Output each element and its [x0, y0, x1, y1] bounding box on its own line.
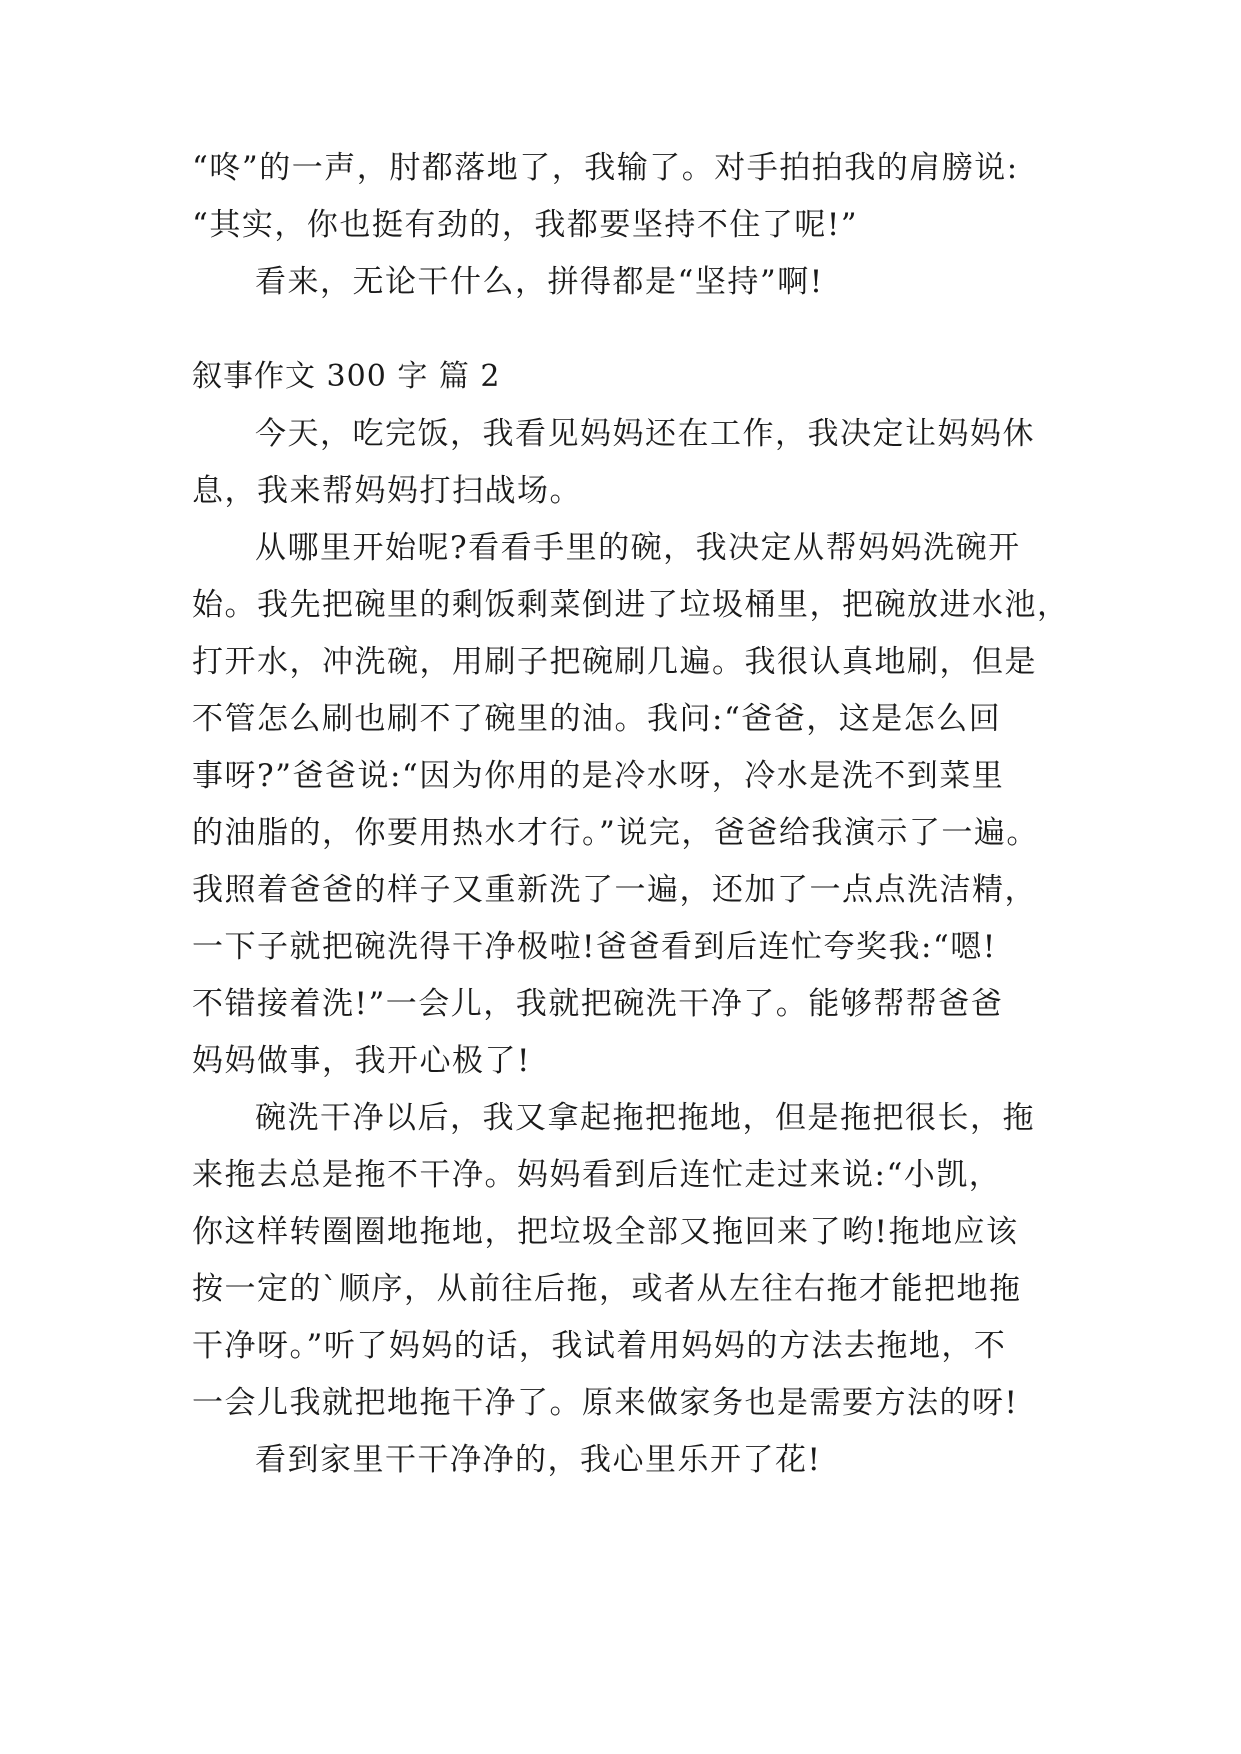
- paragraph-line: 你这样转圈圈地拖地，把垃圾全部又拖回来了哟!拖地应该: [192, 1214, 1019, 1250]
- paragraph-line: 看来，无论干什么，拼得都是“坚持”啊!: [255, 264, 824, 300]
- paragraph-line: 妈妈做事，我开心极了!: [192, 1043, 531, 1079]
- paragraph-line: 从哪里开始呢?看看手里的碗，我决定从帮妈妈洗碗开: [255, 530, 1021, 566]
- paragraph-line: 息，我来帮妈妈打扫战场。: [192, 473, 582, 509]
- paragraph-line: 今天，吃完饭，我看见妈妈还在工作，我决定让妈妈休: [255, 416, 1035, 452]
- paragraph-line: 干净呀。”听了妈妈的话，我试着用妈妈的方法去拖地，不: [192, 1328, 1007, 1364]
- paragraph-line: 一下子就把碗洗得干净极啦!爸爸看到后连忙夸奖我:“嗯!: [192, 929, 997, 965]
- paragraph-line: 不管怎么刷也刷不了碗里的油。我问:“爸爸，这是怎么回: [192, 701, 1002, 737]
- paragraph-line: 碗洗干净以后，我又拿起拖把拖地，但是拖把很长，拖: [255, 1100, 1035, 1136]
- paragraph-line: 事呀?”爸爸说:“因为你用的是冷水呀，冷水是洗不到菜里: [192, 758, 1005, 794]
- paragraph-line: 来拖去总是拖不干净。妈妈看到后连忙走过来说:“小凯，: [192, 1157, 1002, 1193]
- paragraph-line: 看到家里干干净净的，我心里乐开了花!: [255, 1442, 822, 1478]
- paragraph-line: “咚”的一声，肘都落地了，我输了。对手拍拍我的肩膀说:: [192, 150, 1019, 186]
- paragraph-line: 一会儿我就把地拖干净了。原来做家务也是需要方法的呀!: [192, 1385, 1019, 1421]
- paragraph-line: “其实，你也挺有劲的，我都要坚持不住了呢!”: [192, 207, 859, 243]
- paragraph-line: 打开水，冲洗碗，用刷子把碗刷几遍。我很认真地刷，但是: [192, 644, 1037, 680]
- section-title: 叙事作文 300 字 篇 2: [192, 359, 501, 394]
- paragraph-line: 不错接着洗!”一会儿，我就把碗洗干净了。能够帮帮爸爸: [192, 986, 1004, 1022]
- paragraph-line: 始。我先把碗里的剩饭剩菜倒进了垃圾桶里，把碗放进水池，: [192, 587, 1070, 623]
- paragraph-line: 我照着爸爸的样子又重新洗了一遍，还加了一点点洗洁精，: [192, 872, 1037, 908]
- paragraph-line: 的油脂的，你要用热水才行。”说完，爸爸给我演示了一遍。: [192, 815, 1039, 851]
- paragraph-line: 按一定的`顺序，从前往后拖，或者从左往右拖才能把地拖: [192, 1271, 1022, 1307]
